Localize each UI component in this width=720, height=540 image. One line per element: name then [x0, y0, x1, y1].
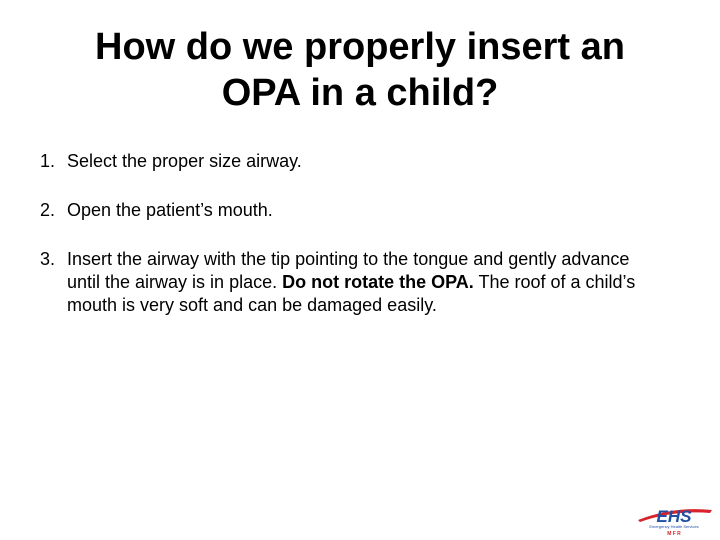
- step-number: 1.: [40, 151, 56, 171]
- list-item: [40, 150, 660, 173]
- logo-tagline: Emergency Health Services: [649, 524, 699, 529]
- step-number: 2.: [40, 200, 56, 220]
- step-text-before: Insert the airway with the tip pointing to the tongue and gently advance until the airway is in place.: [67, 249, 630, 292]
- step-warning: Do not rotate the OPA.: [282, 272, 474, 292]
- step-text-after: The roof of a child’s mouth is very soft and can be damaged easily.: [67, 272, 636, 315]
- steps-list: [40, 150, 660, 343]
- logo-sub: M F R: [667, 531, 681, 536]
- list-item: [40, 199, 660, 222]
- slide-title: [40, 24, 680, 116]
- list-item: [40, 248, 660, 317]
- step-text: [67, 248, 660, 317]
- title-line-2: OPA in a child?: [221, 72, 499, 114]
- step-text: Select the proper size airway.: [67, 151, 302, 171]
- ehs-logo-icon: [634, 500, 714, 536]
- title-line-1: How do we properly insert an: [95, 26, 625, 68]
- logo-wordmark: EHS: [656, 507, 692, 526]
- step-text: Open the patient’s mouth.: [67, 200, 273, 220]
- step-number: 3.: [40, 249, 56, 269]
